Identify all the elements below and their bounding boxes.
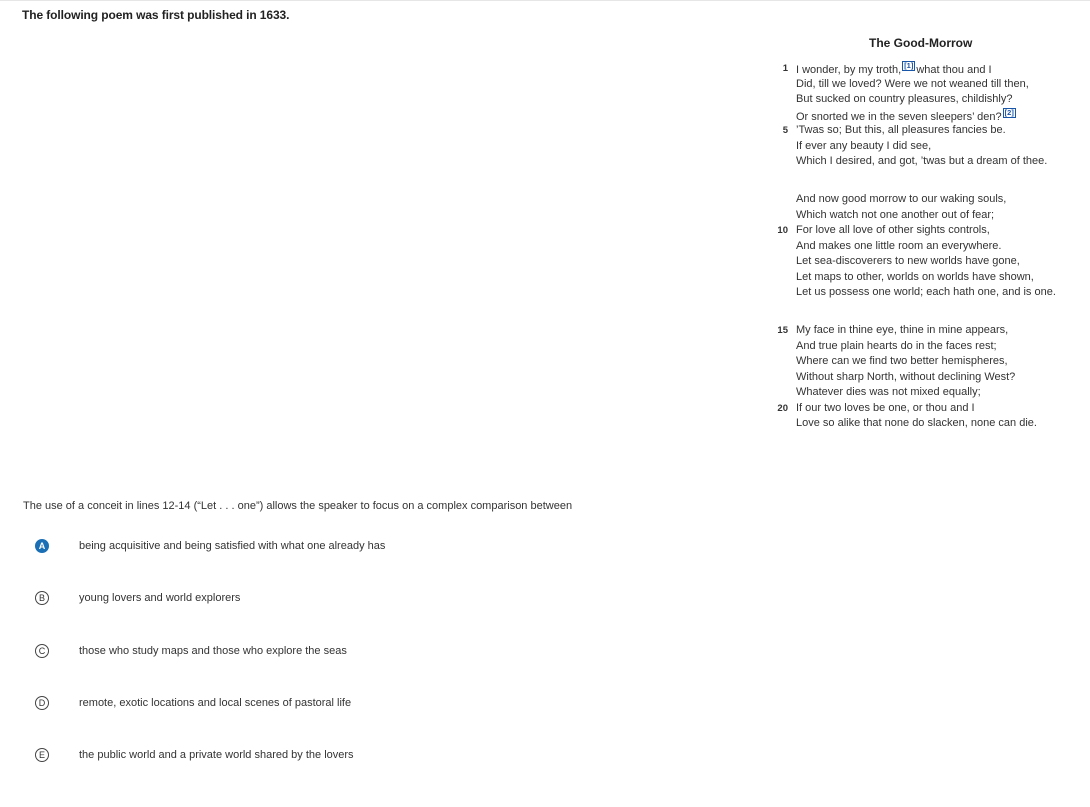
line-text: Where can we find two better hemispheres, (796, 355, 1008, 367)
poem-title: The Good-Morrow (869, 36, 973, 50)
line-number: 10 (777, 225, 788, 236)
choice-d-radio[interactable]: D (35, 696, 49, 710)
footnote-link-1[interactable]: [1] (904, 61, 914, 70)
choice-a-text: being acquisitive and being satisfied with what one already has (79, 540, 386, 552)
answer-choice-b[interactable] (35, 590, 735, 608)
line-text: Which watch not one another out of fear; (796, 208, 995, 221)
line-text: Did, till we loved? Were we not weaned till then, (796, 77, 1029, 90)
line-text: If ever any beauty I did see, (796, 139, 932, 152)
line-text: If our two loves be one, or thou and I (796, 401, 975, 414)
choice-a-radio[interactable]: A (35, 539, 49, 553)
line-number: 20 (777, 402, 788, 414)
choice-b-text: young lovers and world explorers (79, 592, 241, 604)
line-text: Or snorted we in the seven sleepers’ den? (796, 110, 1002, 123)
line-text: Let maps to other, worlds on worlds have shown, (796, 270, 1034, 283)
answer-choice-d[interactable] (35, 695, 735, 713)
line-text: And makes one little room an everywhere. (796, 239, 1002, 252)
answer-choice-a[interactable] (35, 538, 735, 556)
line-text: ’Twas so; But this, all pleasures fancies be. (796, 124, 1006, 136)
line-text: Without sharp North, without declining West? (796, 370, 1016, 383)
choice-e-text: the public world and a private world shared by the lovers (79, 749, 354, 761)
line-text: Whatever dies was not mixed equally; (796, 386, 981, 398)
choice-c-text: those who study maps and those who explore the seas (79, 645, 347, 657)
answer-choice-e[interactable] (35, 747, 735, 765)
question-stem: The use of a conceit in lines 12-14 (“Let . . . one”) allows the speaker to focus on a complex comparison between (23, 500, 573, 512)
footnote-link-2[interactable]: [2] (1004, 107, 1014, 117)
line-text: Which I desired, and got, ’twas but a dream of thee. (796, 155, 1048, 167)
line-text: And true plain hearts do in the faces rest; (796, 339, 997, 352)
line-text: And now good morrow to our waking souls, (796, 193, 1007, 205)
line-text: Let us possess one world; each hath one, and is one. (796, 286, 1056, 298)
line-text: But sucked on country pleasures, childishly? (796, 93, 1013, 105)
line-text: For love all love of other sights controls, (796, 224, 990, 236)
answer-choice-c[interactable] (35, 643, 735, 661)
choice-b-radio[interactable]: B (35, 591, 49, 605)
top-divider (0, 0, 1090, 1)
line-text: My face in thine eye, thine in mine appears, (796, 324, 1009, 336)
passage-intro: The following poem was first published in 1633. (22, 8, 290, 22)
line-text: Let sea-discoverers to new worlds have gone, (796, 255, 1020, 267)
choice-c-radio[interactable]: C (35, 644, 49, 658)
choice-e-radio[interactable]: E (35, 748, 49, 762)
line-number: 1 (782, 63, 788, 74)
choice-d-text: remote, exotic locations and local scenes of pastoral life (79, 697, 352, 709)
line-number: 15 (777, 325, 788, 336)
line-text: I wonder, by my troth, (796, 64, 902, 76)
line-text: what thou and I (916, 64, 992, 76)
line-number: 5 (782, 125, 788, 136)
line-text: Love so alike that none do slacken, none can die. (796, 417, 1037, 429)
